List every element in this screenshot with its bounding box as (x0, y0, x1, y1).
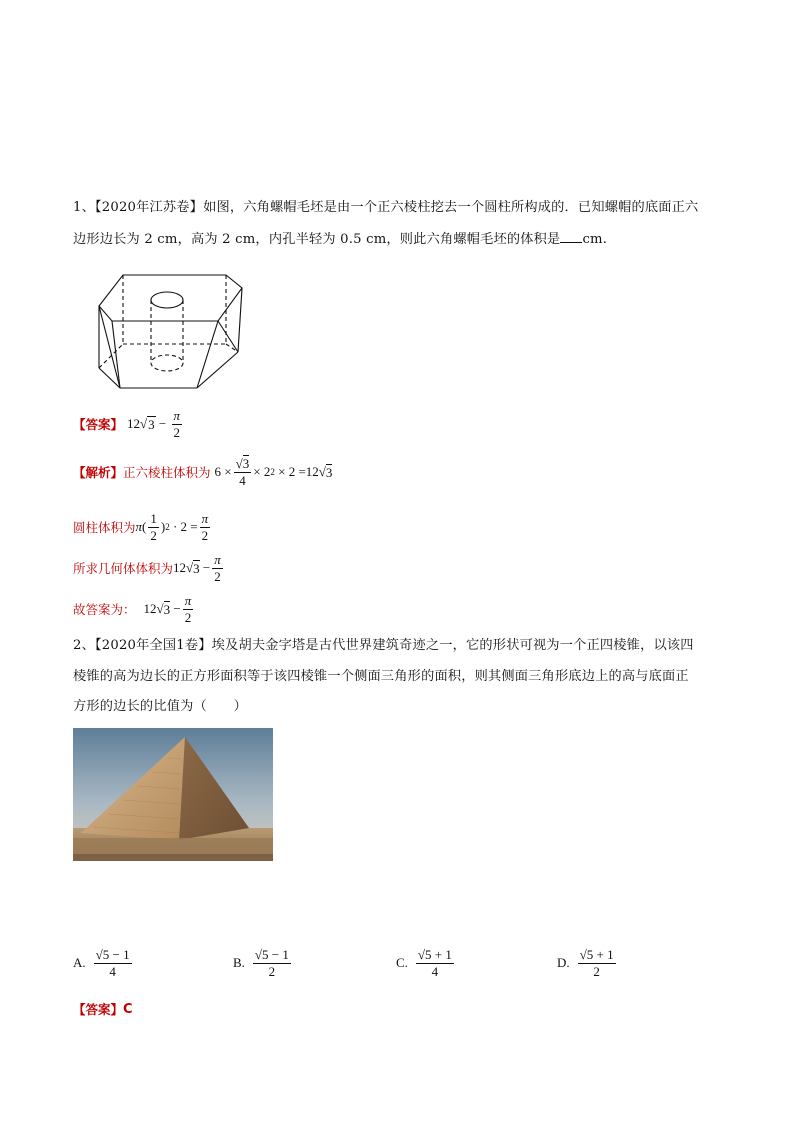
solid-label: 所求几何体体积为 (73, 561, 174, 576)
cyl-label: 圆柱体积为 (73, 520, 136, 535)
q2-source-tag: 【2020年全国1卷】 (94, 638, 212, 653)
q1-line1 (73, 194, 733, 222)
sqrt-symbol: √ (140, 416, 148, 431)
q1-answer-expr: 12 √ 3 − $\frac{\pi}{2}$ (127, 407, 181, 440)
analysis-line1-expr: 6 × $\frac{√3}{4}$ × 2 2 × 2 =12√ 3 (214, 455, 333, 488)
q1-cyl-row (73, 506, 212, 548)
q1-stem-line2: 边形边长为 2 cm，高为 2 cm，内孔半轻为 0.5 cm，则此六角螺帽毛坯的体积是 (73, 232, 561, 247)
q1-solid-row (73, 549, 225, 587)
frac-pi-over-2: $\frac{\pi}{2}$ (201, 510, 209, 543)
analysis-line1-label: 正六棱柱体积为 (123, 465, 211, 480)
option-d-fraction (578, 947, 616, 980)
q2-stem-line3: 方形的边长的比值为（ ） (73, 699, 248, 714)
option-c[interactable] (396, 942, 456, 984)
q1-stem-line1: 如图，六角螺帽毛坯是由一个正六棱柱挖去一个圆柱所构成的．已知螺帽的底面正六 (203, 200, 699, 215)
q2-answer-value: C (123, 1001, 133, 1017)
hex-nut-figure (90, 270, 250, 395)
option-d[interactable] (557, 942, 618, 984)
option-d-letter: D. (557, 955, 570, 970)
q1-number: 1、 (73, 200, 95, 215)
answer-blank (560, 230, 582, 243)
option-a[interactable] (73, 942, 134, 984)
option-c-num: √5 + 1 (417, 946, 452, 962)
q1-unit: cm. (582, 232, 608, 247)
q1-line2 (73, 226, 733, 254)
option-a-den: 4 (109, 963, 116, 979)
final-expr: 12√ 3 − $\frac{\pi}{2}$ (143, 592, 192, 625)
option-c-letter: C. (396, 955, 408, 970)
final-label: 故答案为： (73, 602, 136, 617)
q2-line2 (73, 663, 753, 691)
pyramid-photo (73, 728, 273, 861)
q2-stem-line1: 埃及胡夫金字塔是古代世界建筑奇迹之一，它的形状可视为一个正四棱锥，以该四 (211, 638, 694, 653)
q2-options (73, 942, 713, 984)
analysis-tag: 【解析】 (73, 465, 124, 480)
q2-number: 2、 (73, 638, 95, 653)
option-c-den: 4 (431, 963, 439, 979)
frac-pi-over-2: $\frac{\pi}{2}$ (184, 592, 192, 625)
frac-sqrt3-over-4: $\frac{√3}{4}$ (235, 455, 250, 488)
q1-source-tag: 【2020年江苏卷】 (94, 200, 204, 215)
option-d-num: √5 + 1 (579, 946, 614, 962)
option-b[interactable] (233, 942, 293, 984)
q2-line1 (73, 632, 733, 660)
frac-pi-over-2: $\frac{\pi}{2}$ (214, 551, 221, 584)
option-a-num: √5 − 1 (95, 946, 130, 962)
option-b-letter: B. (233, 955, 245, 970)
option-a-fraction (94, 947, 132, 980)
q1-analysis-row (73, 451, 332, 493)
option-b-num: √5 − 1 (254, 946, 289, 962)
solid-expr: 12√ 3 − $\frac{\pi}{2}$ (173, 551, 221, 584)
q2-answer-tag: 【答案】 (73, 1002, 124, 1017)
option-c-fraction (416, 947, 454, 980)
frac-1-over-2: $\frac{1}{2}$ (150, 510, 157, 543)
answer-tag: 【答案】 (73, 417, 124, 432)
q2-line3 (73, 693, 733, 721)
q2-stem-line2: 棱锥的高为边长的正方形面积等于该四棱锥一个侧面三角形的面积，则其侧面三角形底边上的高与底面正 (73, 669, 689, 684)
frac-pi-over-2: $\frac{\pi}{2}$ (173, 407, 181, 440)
option-b-den: 2 (268, 963, 276, 979)
q1-final-row (73, 590, 195, 628)
option-d-den: 2 (593, 963, 600, 979)
q2-answer-row (73, 998, 133, 1020)
q1-answer-row (73, 406, 184, 442)
cyl-expr: π ( $\frac{1}{2}$ ) 2 · 2 = $\frac{\pi}{2}$ (135, 510, 209, 543)
option-b-fraction (253, 947, 291, 980)
option-a-letter: A. (73, 955, 86, 970)
